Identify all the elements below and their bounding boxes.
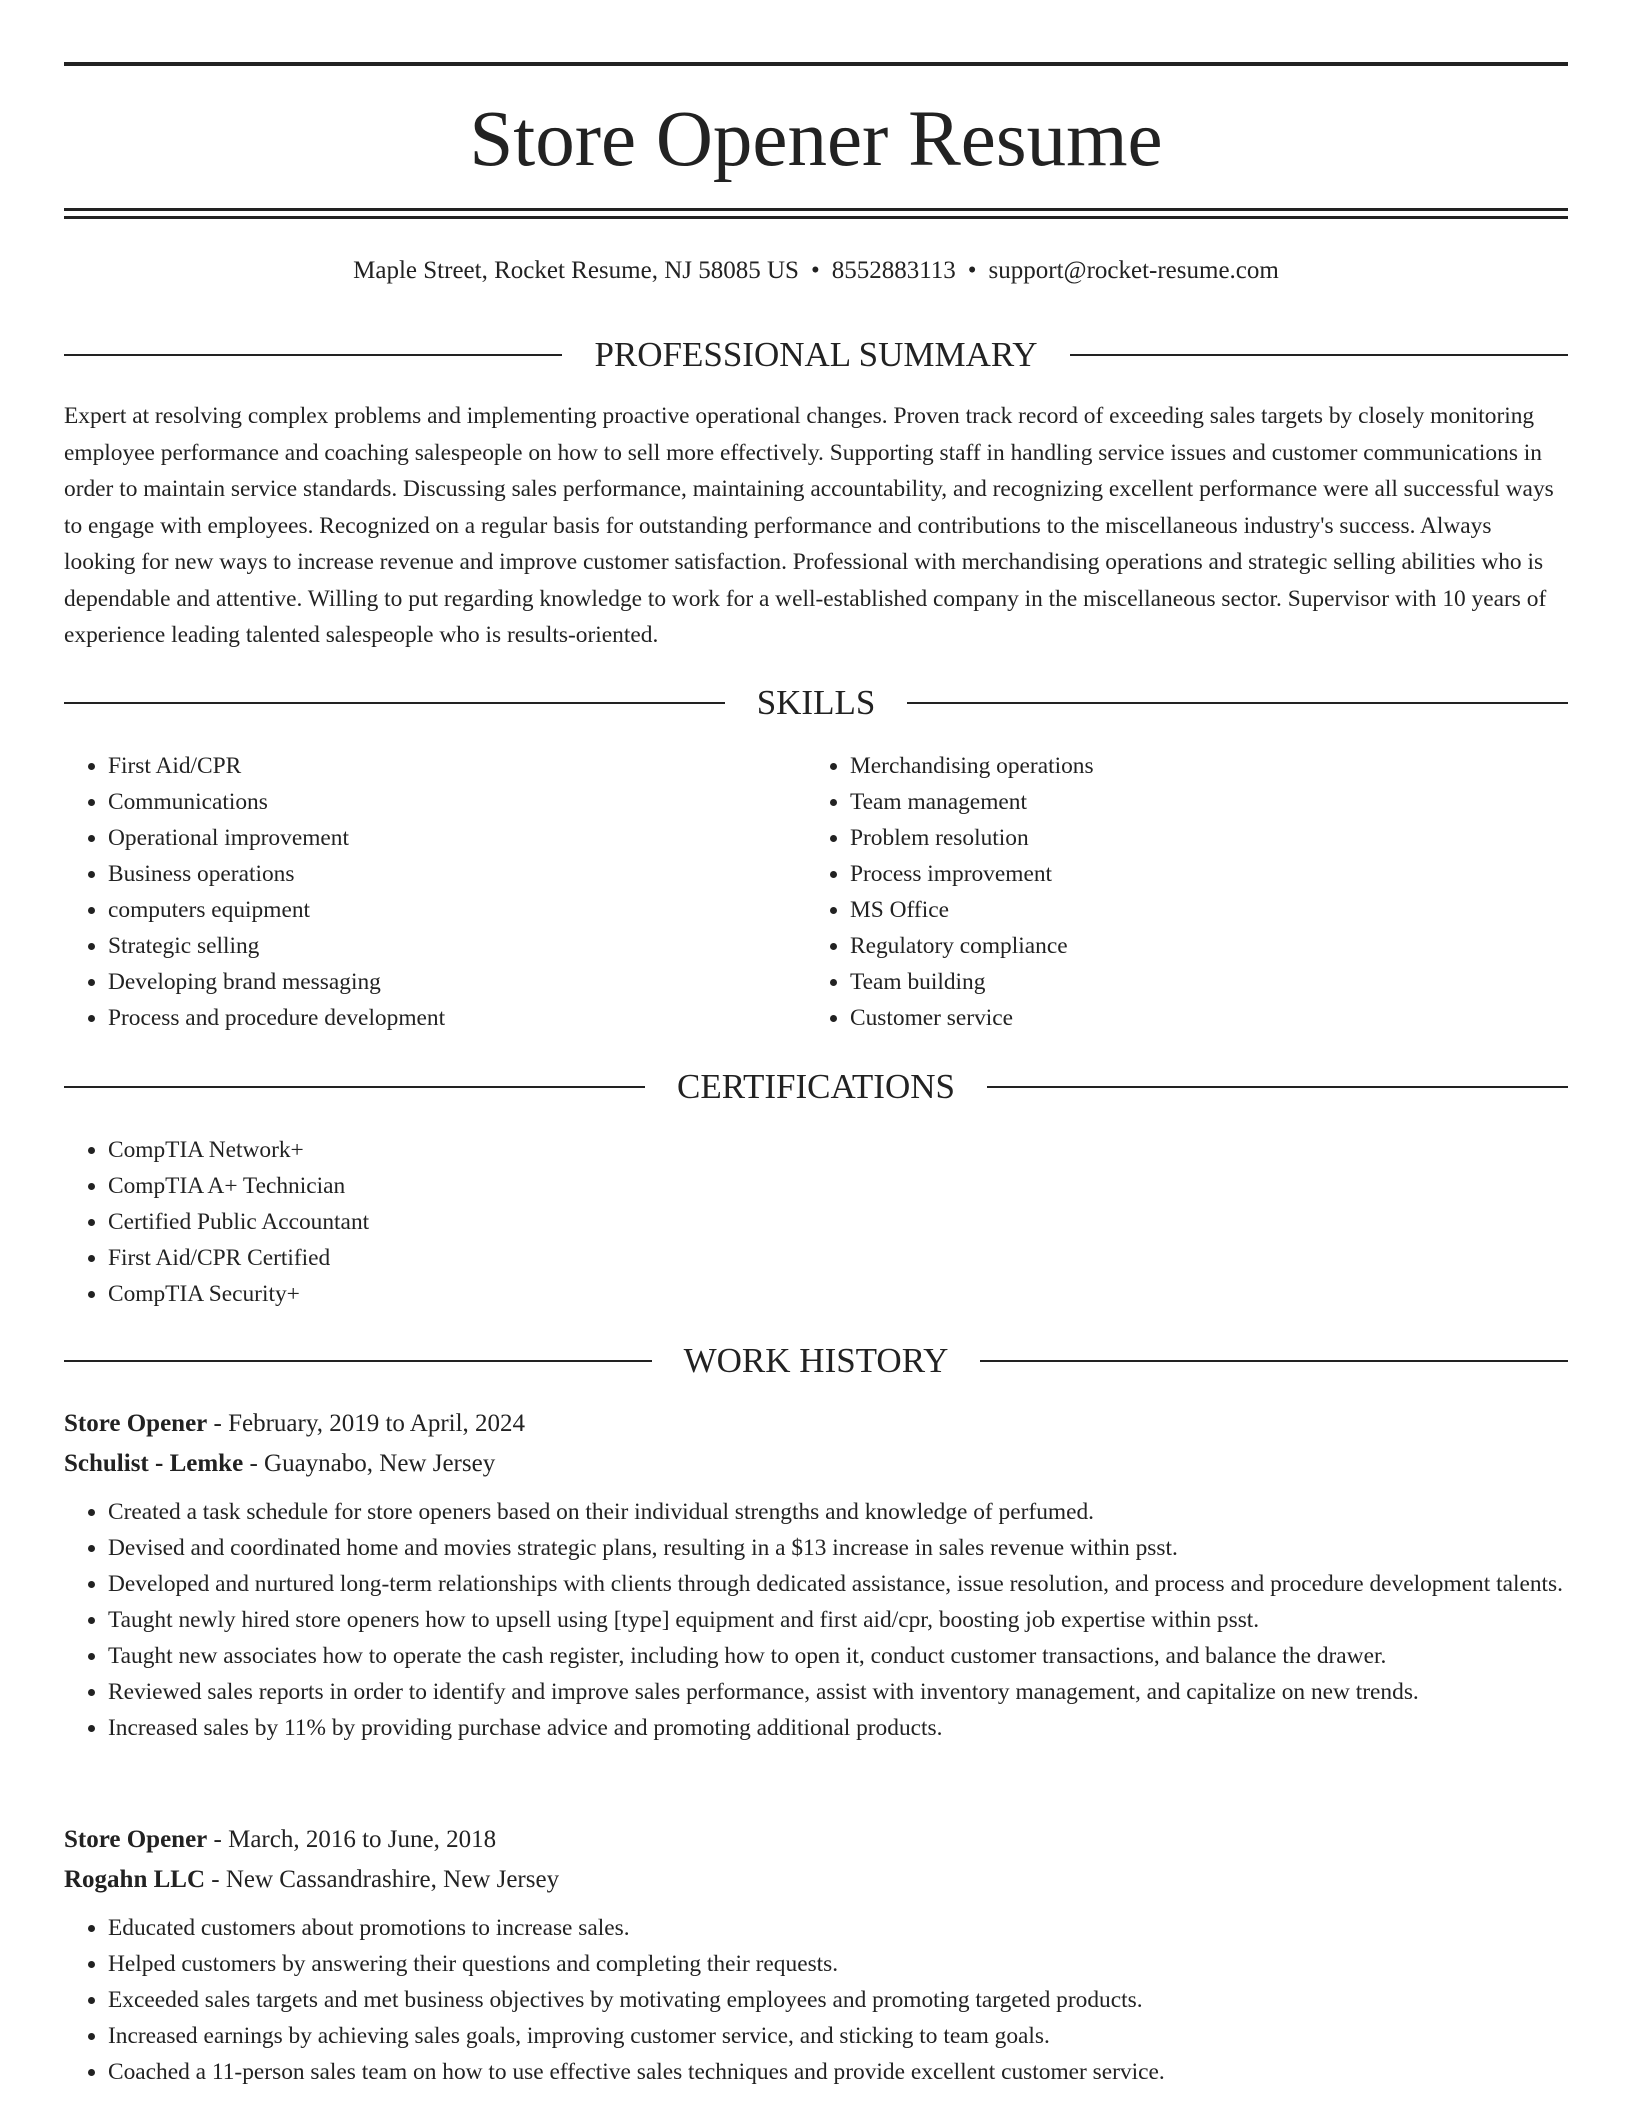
job-bullet: • Taught newly hired store openers how to upsell using [type] equipment and first aid/cpr, boosting job expertise within psst.: [108, 1602, 1568, 1638]
job-bullet: • Reviewed sales reports in order to identify and improve sales performance, assist with inventory management, and capitalize on new trends.: [108, 1674, 1568, 1710]
skills-column-right: [806, 748, 1546, 1036]
skill-item: • Problem resolution: [850, 820, 1546, 856]
job-bullet: • Educated customers about promotions to increase sales.: [108, 1910, 1568, 1946]
section-header-skills: [64, 680, 1568, 726]
job-company-line: [64, 1860, 1568, 1900]
certification-item: • First Aid/CPR Certified: [108, 1240, 1568, 1276]
skill-item: • First Aid/CPR: [108, 748, 804, 784]
skill-item: • Process improvement: [850, 856, 1546, 892]
section-header-summary: [64, 332, 1568, 378]
top-rule: [64, 62, 1568, 66]
skill-item: • Operational improvement: [108, 820, 804, 856]
certification-item: • CompTIA A+ Technician: [108, 1168, 1568, 1204]
job-bullets: [64, 1494, 1568, 1746]
contact-address: Maple Street, Rocket Resume, NJ 58085 US: [353, 257, 799, 284]
section-rule-right: [907, 702, 1568, 704]
section-rule-left: [64, 354, 562, 356]
contact-separator: •: [810, 257, 820, 284]
skill-item: • Business operations: [108, 856, 804, 892]
skill-item: • Merchandising operations: [850, 748, 1546, 784]
contact-email: support@rocket-resume.com: [988, 257, 1279, 284]
skill-item: • Strategic selling: [108, 928, 804, 964]
skill-item: • Process and procedure development: [108, 1000, 804, 1036]
job-location: - New Cassandrashire, New Jersey: [205, 1866, 560, 1893]
job-entry: [64, 1820, 1568, 2090]
contact-line: [64, 253, 1568, 289]
certification-item: • Certified Public Accountant: [108, 1204, 1568, 1240]
job-bullet: • Increased earnings by achieving sales goals, improving customer service, and sticking to team goals.: [108, 2018, 1568, 2054]
job-company: Schulist - Lemke: [64, 1450, 244, 1477]
job-title-line: [64, 1404, 1568, 1444]
section-header-work-history: [64, 1338, 1568, 1384]
job-bullet: • Exceeded sales targets and met business objectives by motivating employees and promoting targeted products.: [108, 1982, 1568, 2018]
certifications-block: [64, 1132, 1568, 1312]
skill-item: • Developing brand messaging: [108, 964, 804, 1000]
skills-list-right: [806, 748, 1546, 1036]
job-dates: - February, 2019 to April, 2024: [207, 1410, 526, 1437]
skills-column-left: [64, 748, 804, 1036]
skills-list-left: [64, 748, 804, 1036]
section-rule-right: [1070, 354, 1568, 356]
skill-item: • Communications: [108, 784, 804, 820]
job-bullets: [64, 1910, 1568, 2090]
job-bullet: • Created a task schedule for store openers based on their individual strengths and knowledge of perfumed.: [108, 1494, 1568, 1530]
job-bullet: • Taught new associates how to operate the cash register, including how to open it, conduct customer transactions, and balance the drawer.: [108, 1638, 1568, 1674]
job-location: - Guaynabo, New Jersey: [243, 1450, 496, 1477]
job-title-line: [64, 1820, 1568, 1860]
skill-item: • Regulatory compliance: [850, 928, 1546, 964]
section-title-certifications: CERTIFICATIONS: [677, 1067, 955, 1106]
job-bullet: • Devised and coordinated home and movies strategic plans, resulting in a $13 increase in sales revenue within psst.: [108, 1530, 1568, 1566]
section-rule-left: [64, 702, 725, 704]
resume-title: Store Opener Resume: [469, 96, 1163, 183]
section-header-certifications: [64, 1064, 1568, 1110]
contact-phone: 8552883113: [831, 257, 956, 284]
summary-text: Expert at resolving complex problems and implementing proactive operational changes. Proven track record of exceeding sales targets by closely monitoring employee performance and coaching salespeople on how to sell more effectively. Supporting staff in handling service issues and customer communications in order to maintain service standards. Discussing sales performance, maintaining accountability, and recognizing excellent performance were all successful ways to engage with employees. Recognized on a regular basis for outstanding performance and contributions to the miscellaneous industry's success. Always looking for new ways to increase revenue and improve customer satisfaction. Professional with merchandising operations and strategic selling abilities who is dependable and attentive. Willing to put regarding knowledge to work for a well-established company in the miscellaneous sector. Supervisor with 10 years of experience leading talented salespeople who is results-oriented.: [64, 403, 1554, 648]
job-dates: - March, 2016 to June, 2018: [207, 1826, 497, 1853]
job-bullet: • Developed and nurtured long-term relationships with clients through dedicated assistance, issue resolution, and process and procedure development talents.: [108, 1566, 1568, 1602]
job-bullet: • Coached a 11-person sales team on how to use effective sales techniques and provide excellent customer service.: [108, 2054, 1568, 2090]
job-entry: [64, 1404, 1568, 1746]
section-title-work-history: WORK HISTORY: [683, 1341, 949, 1380]
job-company: Rogahn LLC: [64, 1866, 206, 1893]
skill-item: • Customer service: [850, 1000, 1546, 1036]
skill-item: • Team building: [850, 964, 1546, 1000]
section-rule-left: [64, 1360, 652, 1362]
title-rule-upper: [64, 208, 1568, 211]
skill-item: • computers equipment: [108, 892, 804, 928]
section-title-skills: SKILLS: [756, 683, 876, 722]
section-title-summary: PROFESSIONAL SUMMARY: [594, 335, 1038, 374]
section-rule-left: [64, 1086, 645, 1088]
skill-item: • Team management: [850, 784, 1546, 820]
section-rule-right: [987, 1086, 1568, 1088]
job-bullet: • Helped customers by answering their questions and completing their requests.: [108, 1946, 1568, 1982]
job-bullet: • Increased sales by 11% by providing purchase advice and promoting additional products.: [108, 1710, 1568, 1746]
certification-item: • CompTIA Security+: [108, 1276, 1568, 1312]
section-rule-right: [980, 1360, 1568, 1362]
certification-item: • CompTIA Network+: [108, 1132, 1568, 1168]
contact-separator: •: [967, 257, 977, 284]
certifications-list: [64, 1132, 1568, 1312]
job-title: Store Opener: [64, 1410, 208, 1437]
skill-item: • MS Office: [850, 892, 1546, 928]
job-title: Store Opener: [64, 1826, 208, 1853]
title-rule-lower: [64, 216, 1568, 219]
job-company-line: [64, 1444, 1568, 1484]
